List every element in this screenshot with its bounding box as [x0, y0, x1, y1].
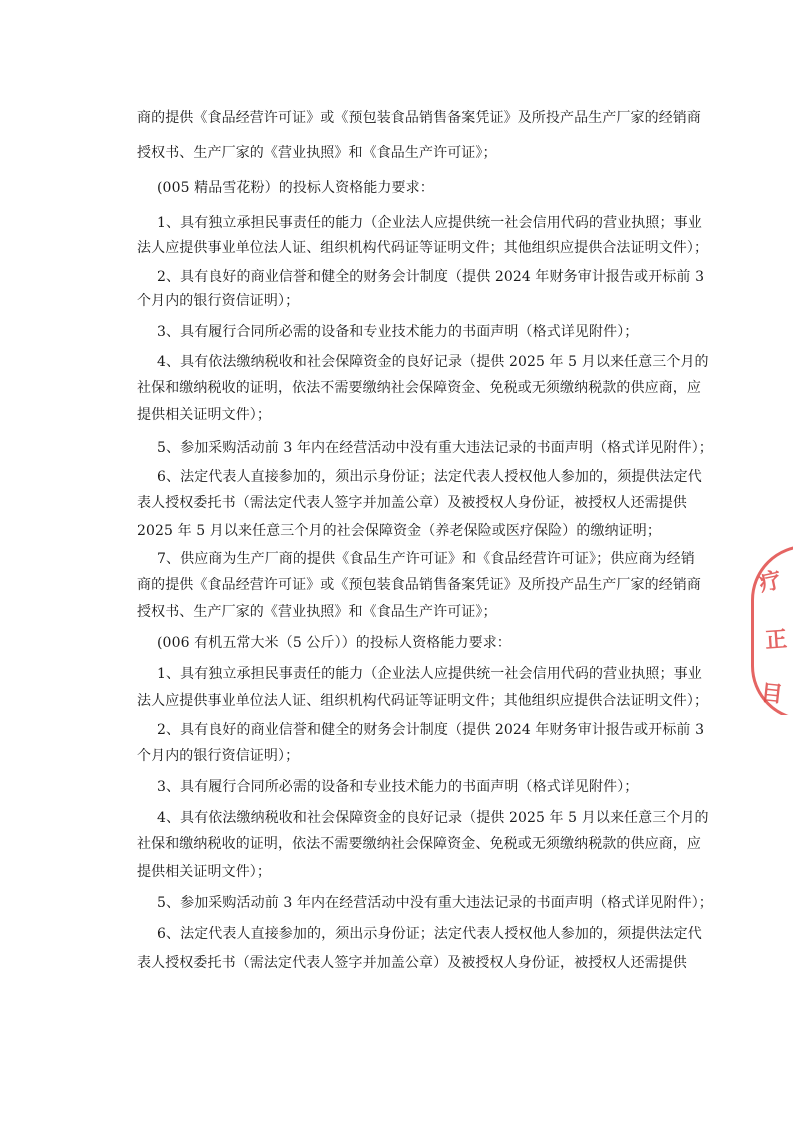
text-line: 法人应提供事业单位法人证、组织机构代码证等证明文件；其他组织应提供合法证明文件）；: [137, 240, 709, 256]
text-line: 表人授权委托书（需法定代表人签字并加盖公章）及被授权人身份证，被授权人还需提供: [137, 955, 687, 971]
text-line: 6、法定代表人直接参加的，须出示身份证；法定代表人授权他人参加的，须提供法定代: [157, 469, 702, 485]
text-line: 个月内的银行资信证明）；: [137, 293, 300, 309]
text-line: 3、具有履行合同所必需的设备和专业技术能力的书面声明（格式详见附件）；: [157, 324, 639, 340]
text-line: 2、具有良好的商业信誉和健全的财务会计制度（提供 2024 年财务审计报告或开标前 3: [157, 722, 705, 738]
text-line: 4、具有依法缴纳税收和社会保障资金的良好记录（提供 2025 年 5 月以来任意三个月的: [157, 810, 709, 826]
text-line: 提供相关证明文件）；: [137, 864, 271, 880]
text-line: 法人应提供事业单位法人证、组织机构代码证等证明文件；其他组织应提供合法证明文件）；: [137, 693, 709, 709]
text-line: 1、具有独立承担民事责任的能力（企业法人应提供统一社会信用代码的营业执照；事业: [157, 215, 702, 231]
text-line: 5、参加采购活动前 3 年内在经营活动中没有重大违法记录的书面声明（格式详见附件）；: [157, 440, 713, 456]
seal-char: 疗: [757, 567, 784, 597]
section-heading: (005 精品雪花粉）的投标人资格能力要求：: [157, 180, 434, 196]
section-heading: (006 有机五常大米（5 公斤））的投标人资格能力要求：: [157, 635, 511, 651]
text-line: 社保和缴纳税收的证明，依法不需要缴纳社会保障资金、免税或无须缴纳税款的供应商，应: [137, 380, 701, 396]
text-line: 3、具有履行合同所必需的设备和专业技术能力的书面声明（格式详见附件）；: [157, 779, 639, 795]
text-line: 5、参加采购活动前 3 年内在经营活动中没有重大违法记录的书面声明（格式详见附件）；: [157, 895, 713, 911]
text-line: 6、法定代表人直接参加的，须出示身份证；法定代表人授权他人参加的，须提供法定代: [157, 926, 702, 942]
seal-char: 正: [764, 627, 789, 654]
text-line: 7、供应商为生产厂商的提供《食品生产许可证》和《食品经营许可证》；供应商为经销: [157, 551, 695, 567]
text-line: 商的提供《食品经营许可证》或《预包装食品销售备案凭证》及所投产品生产厂家的经销商: [137, 577, 701, 593]
text-line: 1、具有独立承担民事责任的能力（企业法人应提供统一社会信用代码的营业执照；事业: [157, 666, 702, 682]
text-line: 2025 年 5 月以来任意三个月的社会保障资金（养老保险或医疗保险）的缴纳证明；: [137, 523, 661, 539]
text-line: 授权书、生产厂家的《营业执照》和《食品生产许可证》；: [137, 145, 497, 161]
text-line: 个月内的银行资信证明）；: [137, 748, 300, 764]
text-line: 商的提供《食品经营许可证》或《预包装食品销售备案凭证》及所投产品生产厂家的经销商: [137, 110, 701, 126]
text-line: 4、具有依法缴纳税收和社会保障资金的良好记录（提供 2025 年 5 月以来任意三个月的: [157, 354, 709, 370]
text-line: 社保和缴纳税收的证明，依法不需要缴纳社会保障资金、免税或无须缴纳税款的供应商，应: [137, 836, 701, 852]
text-line: 表人授权委托书（需法定代表人签字并加盖公章）及被授权人身份证，被授权人还需提供: [137, 495, 687, 511]
official-seal: [751, 545, 793, 715]
text-line: 2、具有良好的商业信誉和健全的财务会计制度（提供 2024 年财务审计报告或开标前 3: [157, 269, 705, 285]
seal-char: 目: [759, 680, 785, 709]
text-line: 授权书、生产厂家的《营业执照》和《食品生产许可证》；: [137, 604, 497, 620]
text-line: 提供相关证明文件）；: [137, 407, 271, 423]
